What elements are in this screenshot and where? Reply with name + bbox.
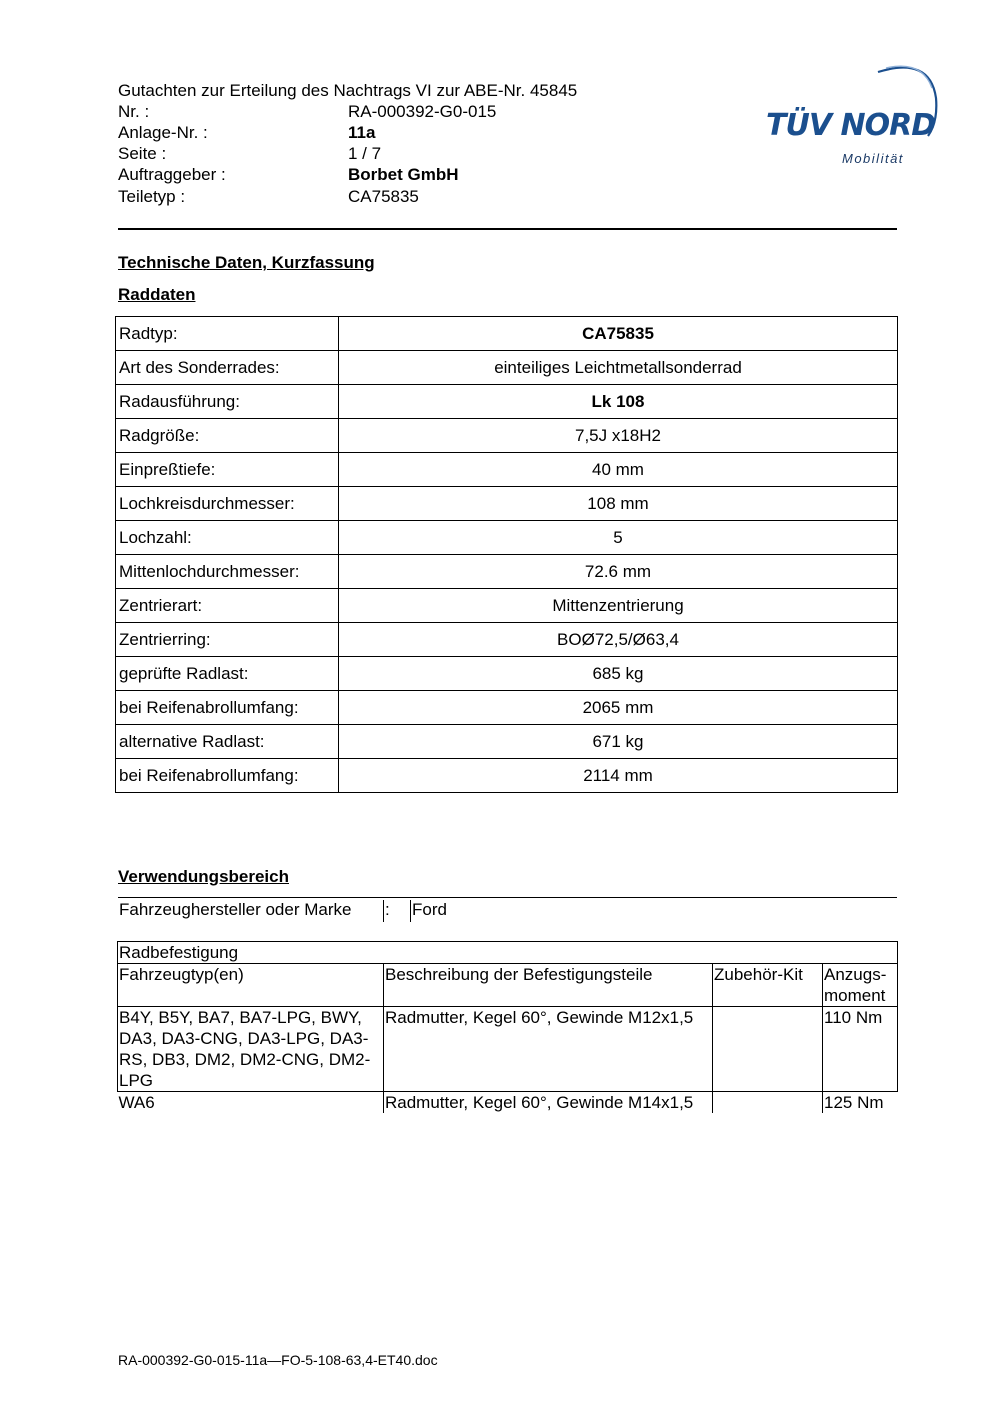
manufacturer-separator: : <box>385 900 390 919</box>
header-label: Teiletyp : <box>118 187 186 206</box>
row-label: alternative Radlast: <box>116 725 339 759</box>
row-label: Lochkreisdurchmesser: <box>116 487 339 521</box>
row-value: BOØ72,5/Ø63,4 <box>339 623 898 657</box>
column-header: Zubehör-Kit <box>713 964 823 1007</box>
table-row <box>116 759 898 793</box>
mounting-title: Radbefestigung <box>118 942 898 964</box>
divider <box>383 900 384 922</box>
row-value: CA75835 <box>339 317 898 351</box>
manufacturer-row <box>118 897 897 926</box>
table-row <box>116 317 898 351</box>
vehicle-types: WA6 <box>118 1092 384 1114</box>
table-row <box>116 725 898 759</box>
row-label: Radtyp: <box>116 317 339 351</box>
row-value: 72.6 mm <box>339 555 898 589</box>
table-row <box>116 385 898 419</box>
table-row <box>116 487 898 521</box>
row-value: 685 kg <box>339 657 898 691</box>
tuv-nord-logo <box>760 58 942 170</box>
footer-filename: RA-000392-G0-015-11a—FO-5-108-63,4-ET40.doc <box>118 1352 438 1368</box>
table-row <box>116 623 898 657</box>
row-label: Mittenlochdurchmesser: <box>116 555 339 589</box>
row-value: Lk 108 <box>339 385 898 419</box>
row-label: Radgröße: <box>116 419 339 453</box>
table-row <box>116 555 898 589</box>
wheel-data-heading: Raddaten <box>118 285 196 304</box>
row-label: Einpreßtiefe: <box>116 453 339 487</box>
table-row <box>116 589 898 623</box>
table-row <box>116 521 898 555</box>
table-row <box>116 657 898 691</box>
accessory-kit <box>713 1007 823 1092</box>
row-label: bei Reifenabrollumfang: <box>116 691 339 725</box>
torque: 125 Nm <box>823 1092 898 1114</box>
table-row <box>116 351 898 385</box>
logo-subtitle: Mobilität <box>842 151 904 166</box>
header-label: Seite : <box>118 144 167 163</box>
logo-brand: TÜV NORD <box>766 108 936 143</box>
header-value: 11a <box>348 123 376 142</box>
section-title: Technische Daten, Kurzfassung <box>118 253 375 272</box>
row-value: 108 mm <box>339 487 898 521</box>
row-label: Zentrierring: <box>116 623 339 657</box>
usage-heading: Verwendungsbereich <box>118 867 289 886</box>
column-header: Beschreibung der Befestigungsteile <box>384 964 713 1007</box>
fastener-description: Radmutter, Kegel 60°, Gewinde M12x1,5 <box>384 1007 713 1092</box>
manufacturer-label: Fahrzeughersteller oder Marke <box>119 900 352 919</box>
header-value: CA75835 <box>348 187 419 206</box>
row-value: Mittenzentrierung <box>339 589 898 623</box>
header-label: Auftraggeber : <box>118 165 226 184</box>
row-value: 7,5J x18H2 <box>339 419 898 453</box>
table-row <box>116 691 898 725</box>
divider <box>410 900 411 922</box>
mounting-title-row <box>118 942 898 964</box>
row-label: Zentrierart: <box>116 589 339 623</box>
row-value: 2065 mm <box>339 691 898 725</box>
row-label: Radausführung: <box>116 385 339 419</box>
document-title-text: Gutachten zur Erteilung des Nachtrags VI zur ABE-Nr. 45845 <box>118 81 578 100</box>
table-row <box>118 1092 898 1114</box>
vehicle-types: B4Y, B5Y, BA7, BA7-LPG, BWY, DA3, DA3-CNG, DA3-LPG, DA3-RS, DB3, DM2, DM2-CNG, DM2-LPG <box>118 1007 384 1092</box>
accessory-kit <box>713 1092 823 1114</box>
fastener-description: Radmutter, Kegel 60°, Gewinde M14x1,5 <box>384 1092 713 1114</box>
row-value: 2114 mm <box>339 759 898 793</box>
row-value: 40 mm <box>339 453 898 487</box>
row-label: Art des Sonderrades: <box>116 351 339 385</box>
row-value: 5 <box>339 521 898 555</box>
row-label: bei Reifenabrollumfang: <box>116 759 339 793</box>
row-value: einteiliges Leichtmetallsonderrad <box>339 351 898 385</box>
table-row <box>116 419 898 453</box>
row-label: Lochzahl: <box>116 521 339 555</box>
table-row <box>116 453 898 487</box>
mounting-table <box>117 941 898 1113</box>
torque: 110 Nm <box>823 1007 898 1092</box>
header-label: Nr. : <box>118 102 150 121</box>
header-label: Anlage-Nr. : <box>118 123 208 142</box>
header-value: Borbet GmbH <box>348 165 459 184</box>
row-label: geprüfte Radlast: <box>116 657 339 691</box>
table-row <box>118 1007 898 1092</box>
wheel-data-table <box>115 316 898 793</box>
column-header: Fahrzeugtyp(en) <box>118 964 384 1007</box>
manufacturer-value: Ford <box>412 900 447 919</box>
mounting-header-row <box>118 964 898 1007</box>
header-divider <box>118 228 897 230</box>
column-header: Anzugs-moment <box>823 964 898 1007</box>
header-value: RA-000392-G0-015 <box>348 102 497 121</box>
header-value: 1 / 7 <box>348 144 382 163</box>
row-value: 671 kg <box>339 725 898 759</box>
